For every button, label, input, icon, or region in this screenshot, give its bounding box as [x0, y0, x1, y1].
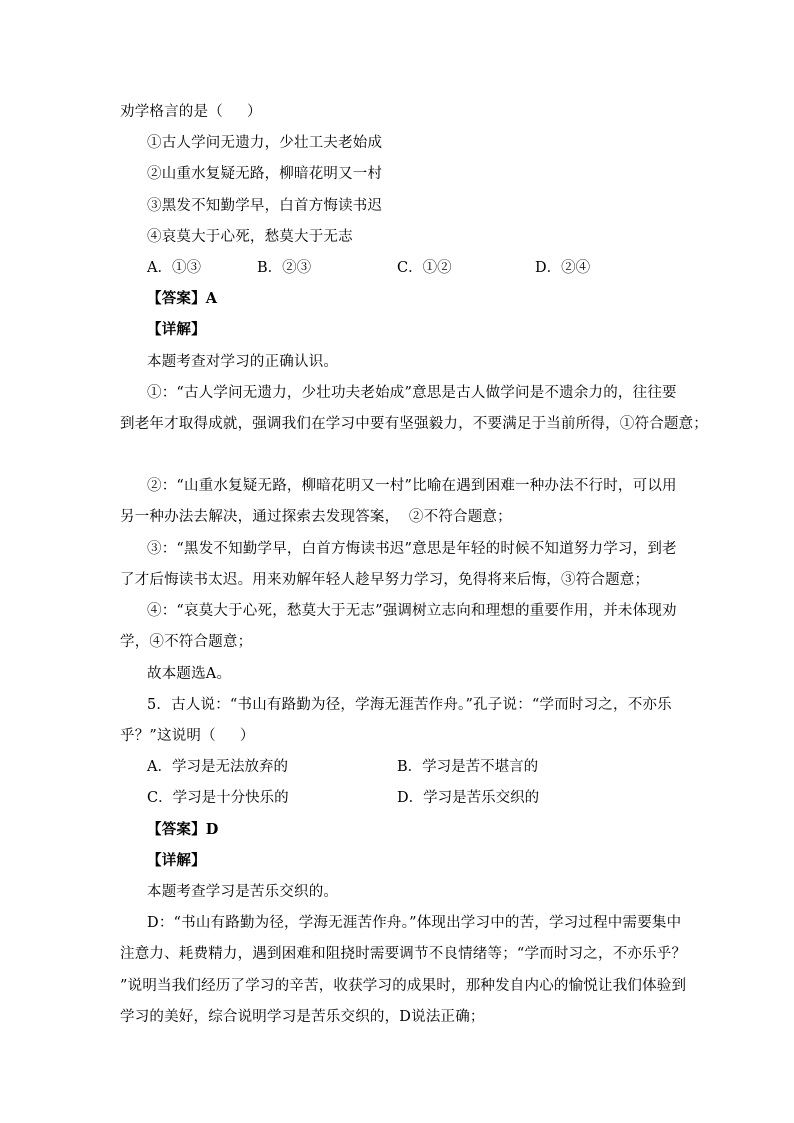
- question4-explain-line: 了才后悔读书太迟。用来劝解年轻人趁早努力学习，免得将来后悔，③符合题意；: [120, 572, 650, 588]
- question4-item-2: ②山重水复疑无路，柳暗花明又一村: [147, 166, 383, 182]
- question4-explain-line: 学，④不符合题意；: [120, 634, 253, 650]
- question4-option-c: C．①②: [397, 260, 452, 276]
- question5-explain-line: 学习的美好，综合说明学习是苦乐交织的，D说法正确；: [120, 1009, 485, 1025]
- question4-explain-line: 故本题选A。: [147, 666, 232, 682]
- question4-item-1: ①古人学问无遗力，少壮工夫老始成: [147, 135, 383, 151]
- question5-stem-line: 5．古人说：“书山有路勤为径，学海无涯苦作舟。”孔子说：“学而时习之，不亦乐: [147, 697, 672, 713]
- question4-item-3: ③黑发不知勤学早，白首方悔读书迟: [147, 198, 383, 214]
- question5-explain-label: 【详解】: [147, 852, 206, 869]
- question5-explain-line: D：“书山有路勤为径，学海无涯苦作舟。”体现出学习中的苦，学习过程中需要集中: [147, 915, 682, 931]
- question5-option-c: C．学习是十分快乐的: [147, 790, 289, 806]
- question5-option-b: B．学习是苦不堪言的: [397, 759, 539, 775]
- question4-explain-line: ③：“黑发不知勤学早，白首方悔读书迟”意思是年轻的时候不知道努力学习，到老: [147, 541, 677, 557]
- question5-option-a: A．学习是无法放弃的: [147, 759, 288, 775]
- question5-answer: 【答案】D: [147, 821, 219, 838]
- question4-option-a: A．①③: [147, 260, 201, 276]
- question4-explain-line: 到老年才取得成就，强调我们在学习中要有坚强毅力，不要满足于当前所得，①符合题意；: [120, 416, 708, 432]
- question5-explain-line: ”说明当我们经历了学习的辛苦，收获学习的成果时，那种发自内心的愉悦让我们体验到: [120, 978, 687, 994]
- question4-explain-line: 另一种办法去解决，通过探索去发现答案， ②不符合题意；: [120, 509, 512, 525]
- question4-explain-line: 本题考查对学习的正确认识。: [147, 354, 339, 370]
- question4-option-d: D．②④: [535, 260, 591, 276]
- question4-answer: 【答案】A: [147, 290, 218, 307]
- question4-explain-label: 【详解】: [147, 321, 206, 338]
- question4-explain-line: ②：“山重水复疑无路，柳暗花明又一村”比喻在遇到困难一种办法不行时，可以用: [147, 478, 677, 494]
- question4-explain-line: ①：“古人学问无遗力，少壮功夫老始成”意思是古人做学问是不遗余力的，往往要: [147, 385, 677, 401]
- question4-stem-tail: 劝学格言的是（ ）: [120, 104, 262, 120]
- question5-explain-line: 本题考查学习是苦乐交织的。: [147, 884, 339, 900]
- question5-stem-line: 乎？”这说明（ ）: [120, 728, 255, 744]
- question4-explain-line: ④：“哀莫大于心死，愁莫大于无志”强调树立志向和理想的重要作用，并未体现劝: [147, 603, 677, 619]
- question5-option-d: D．学习是苦乐交织的: [397, 790, 540, 806]
- question5-explain-line: 注意力、耗费精力，遇到困难和阻挠时需要调节不良情绪等；“学而时习之，不亦乐乎？: [120, 946, 687, 962]
- question4-item-4: ④哀莫大于心死，愁莫大于无志: [147, 229, 353, 245]
- question4-option-b: B．②③: [257, 260, 312, 276]
